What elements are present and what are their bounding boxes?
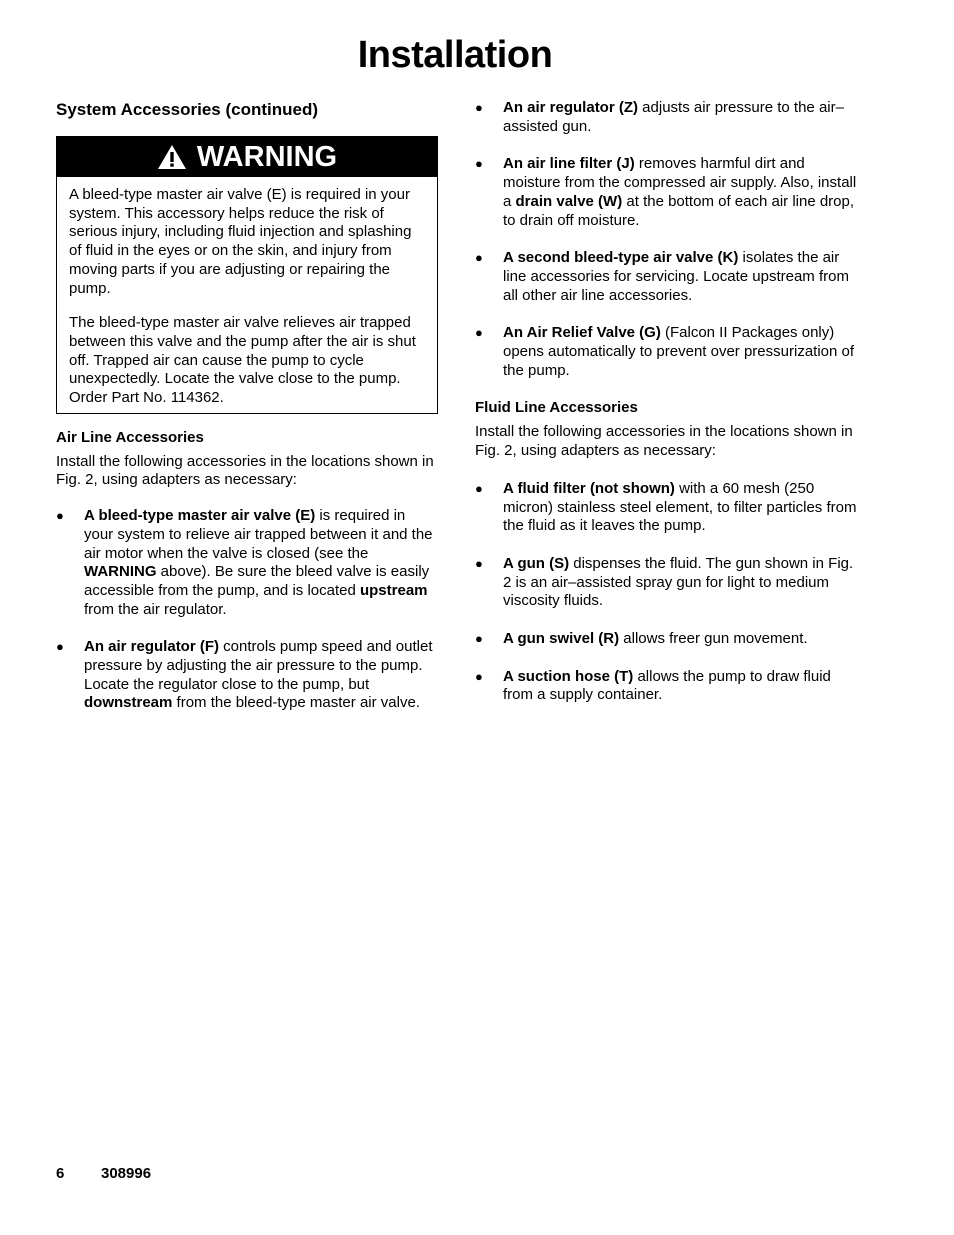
warning-header — [57, 137, 437, 177]
air-line-intro: Install the following accessories in the locations shown in Fig. 2, using adapters as necessary: — [56, 452, 434, 489]
item-text: adjusts air pressure to the air–assisted gun. — [503, 99, 844, 135]
item-term: A gun (S) — [503, 554, 570, 572]
item-text: from the air regulator. — [84, 600, 227, 618]
item-text: allows freer gun movement. — [619, 630, 808, 648]
bullet-icon: ● — [56, 639, 64, 655]
list-item — [475, 324, 860, 380]
item-text: above). Be sure the bleed valve is easily accessible from the pump, and is located — [84, 563, 430, 599]
item-term: upstream — [359, 581, 428, 599]
item-text: allows the pump to draw fluid from a supply container. — [503, 667, 831, 704]
item-text: (Falcon II Packages only) opens automatically to prevent over pressurization of the pump. — [503, 324, 855, 379]
item-term: A gun swivel (R) — [503, 630, 620, 648]
bullet-icon: ● — [475, 250, 483, 266]
page-footer — [56, 1165, 151, 1182]
item-text: from the bleed-type master air valve. — [172, 694, 420, 712]
item-text: dispenses the fluid. The gun shown in Fig. 2 is an air–assisted spray gun for light to medium viscosity fluids. — [503, 554, 854, 610]
list-item — [56, 507, 438, 619]
list-item — [56, 638, 438, 713]
item-term: An Air Relief Valve (G) — [503, 324, 661, 342]
fluid-line-intro: Install the following accessories in the locations shown in Fig. 2, using adapters as necessary: — [475, 423, 853, 460]
list-item — [475, 480, 860, 536]
warning-label: WARNING — [196, 140, 338, 173]
bullet-icon: ● — [475, 668, 483, 684]
list-item — [475, 155, 860, 230]
list-item — [475, 555, 860, 611]
bullet-icon: ● — [475, 100, 483, 115]
item-term: A second bleed-type air valve (K) — [503, 249, 739, 267]
bullet-icon: ● — [475, 631, 483, 647]
air-line-heading: Air Line Accessories — [56, 428, 204, 446]
bullet-icon: ● — [475, 480, 483, 496]
right-column — [475, 99, 860, 724]
page-number: 6 — [56, 1165, 65, 1182]
bullet-icon: ● — [56, 508, 64, 524]
item-text: isolates the air line accessories for servicing. Locate upstream from all other air line accessories. — [503, 249, 849, 304]
item-term: drain valve (W) — [515, 192, 623, 210]
warning-paragraph-1: A bleed-type master air valve (E) is required in your system. This accessory helps reduce the risk of serious injury, including fluid injection and splashing of fluid in the eyes or on the skin, and injury from moving parts if you are adjusting or repairing the pump. — [69, 186, 412, 297]
item-text: at the bottom of each air line drop, to drain off moisture. — [503, 192, 855, 229]
item-text: with a 60 mesh (250 micron) stainless steel element, to filter particles from the fluid as it leaves the pump. — [503, 479, 857, 535]
page-title: Installation — [357, 34, 553, 76]
section-heading: System Accessories (continued) — [56, 100, 319, 119]
item-term: A bleed-type master air valve (E) — [84, 507, 316, 525]
item-term: An air regulator (Z) — [503, 99, 639, 116]
warning-paragraph-2: The bleed-type master air valve relieves air trapped between this valve and the pump after the air is shut off. Trapped air can cause the pump to cycle unexpectedly. Locate the valve close to the pump. Order Part No. 114362. — [69, 314, 416, 407]
fluid-line-heading: Fluid Line Accessories — [475, 399, 638, 417]
list-item — [475, 668, 860, 705]
item-term: WARNING — [84, 563, 157, 581]
item-term: A suction hose (T) — [503, 667, 634, 685]
bullet-icon: ● — [475, 156, 483, 172]
item-term: An air line filter (J) — [503, 155, 635, 173]
item-term: downstream — [84, 694, 173, 712]
item-text: is required in your system to relieve air trapped between it and the air motor when the valve is closed (see the — [84, 507, 433, 562]
bullet-icon: ● — [475, 555, 483, 571]
warning-triangle-icon — [157, 144, 187, 170]
list-item — [475, 99, 860, 136]
item-term: A fluid filter (not shown) — [503, 479, 675, 497]
item-text: controls pump speed and outlet pressure by adjusting the air pressure to the pump. Locate the regulator close to the pump, but — [84, 638, 433, 693]
bullet-icon: ● — [475, 325, 483, 341]
warning-body — [57, 177, 437, 413]
list-item — [475, 249, 860, 305]
left-column — [56, 98, 438, 732]
warning-box — [56, 136, 438, 414]
document-number: 308996 — [101, 1165, 152, 1182]
list-item — [475, 630, 860, 649]
item-text: removes harmful dirt and moisture from the compressed air supply. Also, install a — [503, 155, 857, 210]
item-term: An air regulator (F) — [84, 638, 220, 656]
